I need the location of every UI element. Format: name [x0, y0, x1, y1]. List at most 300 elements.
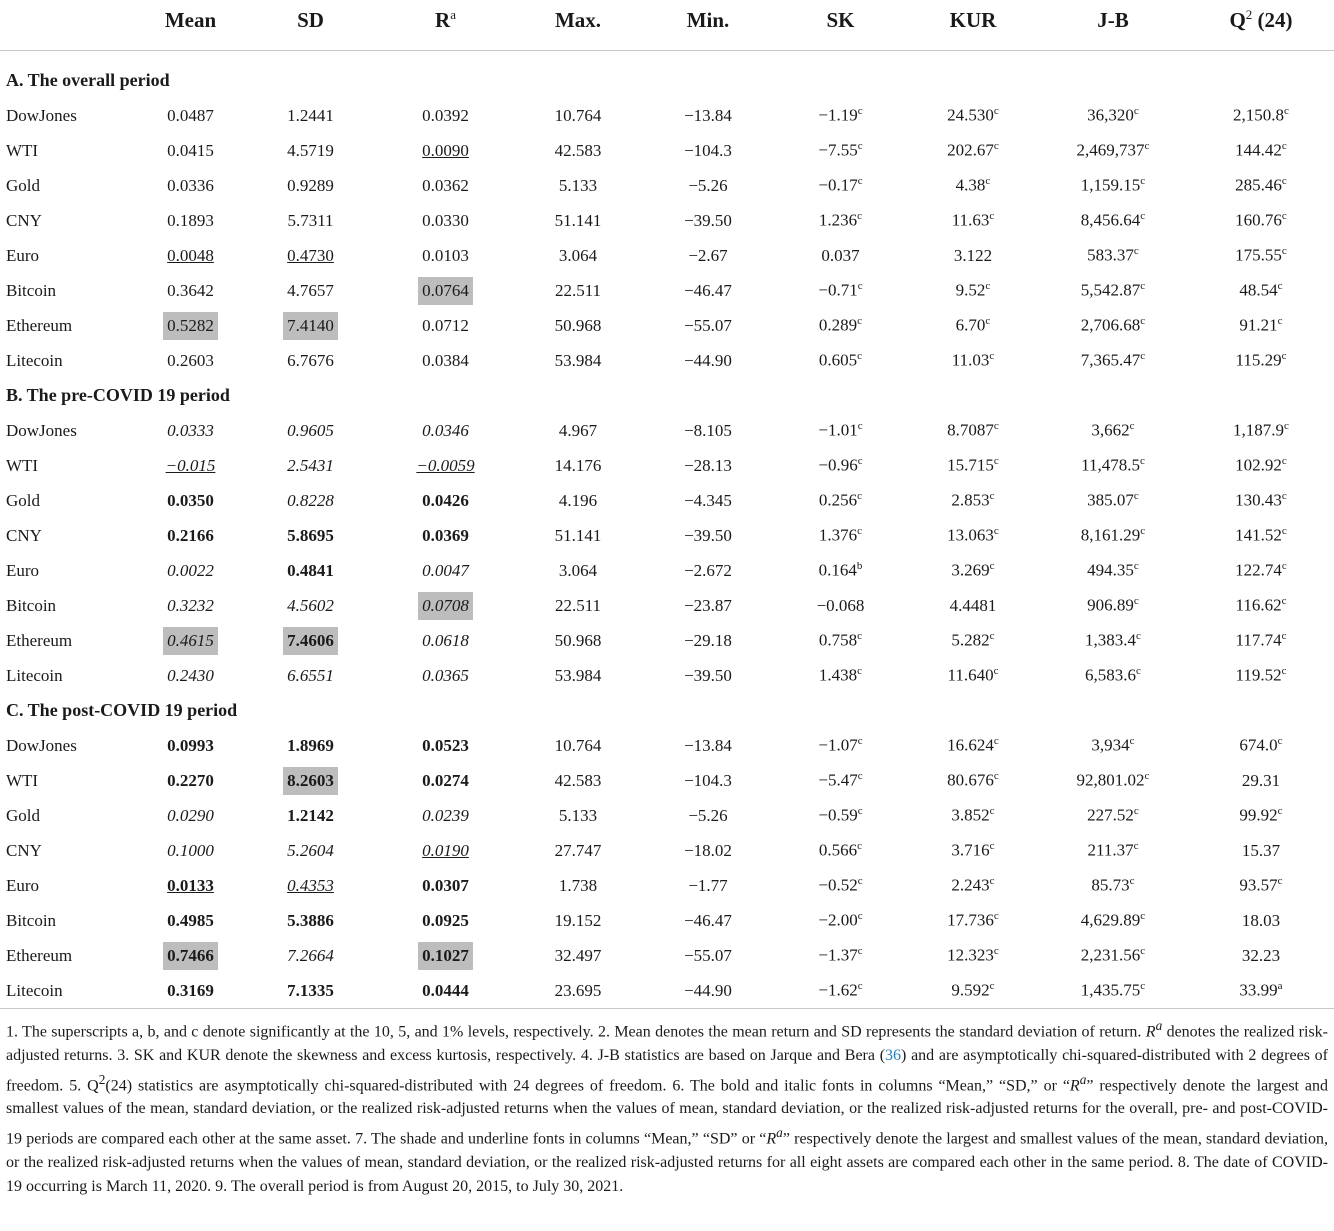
cell-value: 0.3642 [167, 280, 214, 300]
cell-kur [908, 518, 1038, 553]
cell-min [643, 413, 773, 448]
significance-superscript: c [1281, 665, 1287, 678]
cell-mean [138, 168, 243, 203]
cell-sk [773, 728, 908, 763]
cell-value: −0.71 [818, 280, 858, 300]
cell-value: DowJones [6, 735, 77, 755]
cell-value: 5.2604 [287, 840, 334, 860]
table-row [0, 448, 1334, 483]
asset-name-cell [0, 623, 138, 658]
cell-value: 674.0 [1239, 735, 1278, 755]
cell-value: 0.0290 [167, 805, 214, 825]
cell-value: 2.243 [951, 875, 990, 895]
cell-sk [773, 98, 908, 133]
cell-value: 1.2441 [287, 105, 334, 125]
cell-max [513, 203, 643, 238]
cell-value: 119.52 [1235, 665, 1282, 685]
cell-value: WTI [6, 455, 39, 475]
significance-superscript: c [1129, 735, 1135, 748]
significance-superscript: c [1129, 420, 1135, 433]
table-row [0, 903, 1334, 938]
cell-value: 285.46 [1235, 175, 1282, 195]
cell-q2 [1188, 728, 1334, 763]
significance-superscript: c [1140, 315, 1146, 328]
cell-value: 5.7311 [287, 210, 334, 230]
asset-name-cell [0, 868, 138, 903]
cell-min [643, 483, 773, 518]
cell-value: 6,583.6 [1085, 665, 1137, 685]
cell-value: 1,435.75 [1080, 980, 1141, 1000]
cell-value: 0.1027 [418, 942, 473, 970]
cell-kur [908, 833, 1038, 868]
cell-sk [773, 133, 908, 168]
asset-name-cell [0, 343, 138, 378]
cell-min [643, 308, 773, 343]
column-header-label: Min. [686, 7, 730, 32]
cell-value: 0.0708 [418, 592, 473, 620]
significance-superscript: c [993, 140, 999, 153]
cell-value: −44.90 [684, 980, 732, 1000]
cell-value: 0.164 [818, 560, 857, 580]
column-header-q2: $Q^2$ (24) [1188, 0, 1334, 51]
significance-superscript: c [993, 910, 999, 923]
table-row [0, 658, 1334, 693]
cell-ra [378, 413, 513, 448]
cell-sd [243, 798, 378, 833]
cell-value: −1.62 [818, 980, 858, 1000]
cell-value: 0.0336 [167, 175, 214, 195]
cell-sk [773, 938, 908, 973]
cell-value: 117.74 [1235, 630, 1282, 650]
cell-max [513, 133, 643, 168]
significance-superscript: c [1277, 735, 1283, 748]
cell-min [643, 973, 773, 1009]
cell-jb [1038, 273, 1188, 308]
cell-value: Bitcoin [6, 910, 57, 930]
significance-superscript: c [1133, 840, 1139, 853]
significance-superscript: c [857, 910, 863, 923]
cell-value: Euro [6, 875, 40, 895]
significance-superscript: c [1140, 350, 1146, 363]
cell-value: −1.19 [818, 105, 858, 125]
cell-value: 0.0307 [422, 875, 469, 895]
cell-q2 [1188, 448, 1334, 483]
significance-superscript: c [1140, 945, 1146, 958]
asset-name-cell [0, 133, 138, 168]
cell-kur [908, 413, 1038, 448]
cell-value: Litecoin [6, 980, 63, 1000]
cell-value: 7.4140 [283, 312, 338, 340]
cell-value: 0.0415 [167, 140, 214, 160]
cell-value: 22.511 [554, 280, 602, 300]
cell-jb [1038, 98, 1188, 133]
significance-superscript: c [1136, 665, 1141, 678]
cell-value: 3.852 [951, 805, 990, 825]
cell-value: 1.8969 [287, 735, 334, 755]
cell-value: 0.0523 [422, 735, 469, 755]
cell-value: 0.0487 [167, 105, 214, 125]
cell-kur [908, 798, 1038, 833]
cell-sk [773, 203, 908, 238]
significance-superscript: c [857, 140, 863, 153]
cell-ra [378, 518, 513, 553]
cell-value: 23.695 [554, 980, 602, 1000]
asset-name-cell [0, 588, 138, 623]
significance-superscript: c [1281, 560, 1287, 573]
significance-superscript: c [1144, 140, 1150, 153]
significance-superscript: c [857, 630, 863, 643]
significance-superscript: c [1140, 280, 1146, 293]
asset-name-cell [0, 518, 138, 553]
cell-ra [378, 623, 513, 658]
cell-value: 1.2142 [287, 805, 334, 825]
cell-value: −5.26 [688, 805, 728, 825]
cell-value: 583.37 [1087, 245, 1134, 265]
cell-value: 0.2603 [167, 350, 214, 370]
cell-value: 8,456.64 [1080, 210, 1141, 230]
cell-max [513, 938, 643, 973]
cell-value: 0.2270 [167, 770, 214, 790]
cell-max [513, 518, 643, 553]
cell-sd [243, 973, 378, 1009]
significance-superscript: c [1277, 280, 1283, 293]
table-row [0, 203, 1334, 238]
cell-value: −2.00 [818, 910, 858, 930]
cell-value: 0.0133 [167, 875, 214, 895]
cell-value: 11.63 [951, 210, 990, 230]
cell-value: 91.21 [1239, 315, 1278, 335]
cell-value: 0.2430 [167, 665, 214, 685]
cell-value: 0.0333 [167, 420, 214, 440]
cell-value: 0.0362 [422, 175, 469, 195]
table-row [0, 308, 1334, 343]
cell-sd [243, 903, 378, 938]
cell-jb [1038, 833, 1188, 868]
cell-value: 0.0239 [422, 805, 469, 825]
cell-value: 0.4841 [287, 560, 334, 580]
cell-value: 0.0444 [422, 980, 469, 1000]
cell-value: 53.984 [554, 350, 602, 370]
asset-name-cell [0, 168, 138, 203]
cell-value: −44.90 [684, 350, 732, 370]
cell-max [513, 623, 643, 658]
significance-superscript: c [985, 315, 991, 328]
cell-max [513, 798, 643, 833]
significance-superscript: c [1136, 630, 1141, 643]
cell-min [643, 553, 773, 588]
cell-value: 4,629.89 [1080, 910, 1141, 930]
column-header-superscript: 2 [1245, 7, 1253, 22]
cell-value: 0.4615 [163, 627, 218, 655]
significance-superscript: c [1284, 105, 1289, 118]
significance-superscript: c [857, 315, 863, 328]
footnote-text: (24) statistics are asymptotically chi-squared-distributed with 24 degrees of freedom. 6. The bold and italic fonts in columns “Mean,” “SD,” or “ [105, 1076, 1070, 1094]
cell-sd [243, 238, 378, 273]
cell-value: 22.511 [554, 595, 602, 615]
cell-value: 0.566 [818, 840, 858, 860]
cell-value: −46.47 [684, 280, 732, 300]
cell-value: 19.152 [554, 910, 602, 930]
table-row [0, 973, 1334, 1009]
cell-kur [908, 238, 1038, 273]
cell-min [643, 763, 773, 798]
cell-value: 29.31 [1241, 770, 1281, 790]
cell-value: 8,161.29 [1080, 525, 1141, 545]
cell-mean [138, 413, 243, 448]
cell-value: Ethereum [6, 630, 73, 650]
cell-min [643, 588, 773, 623]
cell-sk [773, 238, 908, 273]
cell-value: −1.01 [818, 420, 858, 440]
cell-value: 93.57 [1239, 875, 1278, 895]
cell-value: 2,231.56 [1080, 945, 1141, 965]
cell-value: 50.968 [554, 630, 602, 650]
cell-value: 42.583 [554, 770, 602, 790]
cell-value: Gold [6, 805, 40, 825]
cell-min [643, 658, 773, 693]
table-row [0, 868, 1334, 903]
footnote-text: ) and are asymptotically chi-squared-distributed with 2 degrees of freedom. 5. Q [6, 1046, 1328, 1094]
cell-sk [773, 273, 908, 308]
cell-value: 4.967 [558, 420, 598, 440]
cell-value: 32.23 [1241, 945, 1281, 965]
asset-name-cell [0, 763, 138, 798]
section-heading-row [0, 63, 1334, 98]
cell-value: 99.92 [1239, 805, 1278, 825]
significance-superscript: c [1144, 770, 1150, 783]
significance-superscript: c [857, 420, 863, 433]
column-header-sk [773, 0, 908, 51]
cell-kur [908, 483, 1038, 518]
cell-value: −8.105 [684, 420, 732, 440]
cell-max [513, 413, 643, 448]
cell-sk [773, 623, 908, 658]
cell-value: CNY [6, 525, 42, 545]
cell-mean [138, 868, 243, 903]
cell-value: 6.70 [955, 315, 986, 335]
cell-max [513, 273, 643, 308]
cell-value: 2.5431 [287, 455, 334, 475]
cell-sd [243, 308, 378, 343]
cell-kur [908, 658, 1038, 693]
cell-value: −4.345 [684, 490, 732, 510]
cell-sd [243, 763, 378, 798]
asset-name-cell [0, 938, 138, 973]
cell-value: 4.7657 [287, 280, 334, 300]
cell-value: 0.1000 [167, 840, 214, 860]
cell-value: 11,478.5 [1081, 455, 1140, 475]
cell-value: 0.4730 [287, 245, 334, 265]
column-header-ra [378, 0, 513, 51]
footnote-ra-symbol: R [1069, 1076, 1080, 1094]
cell-value: 4.196 [558, 490, 598, 510]
cell-value: 4.5602 [287, 595, 334, 615]
table-row [0, 588, 1334, 623]
cell-jb [1038, 133, 1188, 168]
cell-sd [243, 133, 378, 168]
cell-value: 0.0384 [422, 350, 469, 370]
cell-sd [243, 868, 378, 903]
cell-value: 32.497 [554, 945, 602, 965]
cell-value: 3,934 [1091, 735, 1130, 755]
cell-min [643, 448, 773, 483]
cell-ra [378, 798, 513, 833]
cell-jb [1038, 448, 1188, 483]
cell-mean [138, 658, 243, 693]
spacer-row [0, 51, 1334, 64]
significance-superscript: c [1281, 210, 1287, 223]
cell-mean [138, 483, 243, 518]
cell-sk [773, 553, 908, 588]
cell-value: 0.0365 [422, 665, 469, 685]
cell-jb [1038, 518, 1188, 553]
table-row [0, 273, 1334, 308]
cell-min [643, 133, 773, 168]
table-row [0, 413, 1334, 448]
significance-superscript: c [993, 105, 999, 118]
cell-min [643, 903, 773, 938]
significance-superscript: c [1281, 630, 1287, 643]
cell-kur [908, 343, 1038, 378]
cell-sk [773, 868, 908, 903]
cell-value: −0.0059 [416, 455, 475, 475]
significance-superscript: c [857, 105, 863, 118]
cell-ra [378, 448, 513, 483]
cell-value: 0.758 [818, 630, 858, 650]
cell-sd [243, 413, 378, 448]
cell-value: 0.9605 [287, 420, 334, 440]
cell-ra [378, 728, 513, 763]
cell-value: 7.4606 [283, 627, 338, 655]
asset-name-cell [0, 798, 138, 833]
footnote-text: ” respectively denote the largest and smallest values of the mean, standard deviation, or the realized risk-adjusted returns when the values of mean, standard deviation, or the realized risk-adjusted returns for all eight assets are compared each other in the same period. 8. The date of COVID-19 occurring is March 11, 2020. 9. The overall period is from August 20, 2015, to July 30, 2021. [6, 1130, 1328, 1195]
cell-jb [1038, 168, 1188, 203]
table-row [0, 763, 1334, 798]
significance-superscript: c [1133, 595, 1139, 608]
significance-superscript: c [1281, 140, 1287, 153]
significance-superscript: c [857, 805, 863, 818]
cell-value: 24.530 [947, 105, 994, 125]
asset-name-cell [0, 903, 138, 938]
cell-q2 [1188, 868, 1334, 903]
cell-value: 10.764 [554, 735, 602, 755]
cell-ra [378, 553, 513, 588]
cell-jb [1038, 728, 1188, 763]
cell-value: 11.640 [947, 665, 994, 685]
cell-value: −5.26 [688, 175, 728, 195]
cell-max [513, 763, 643, 798]
significance-superscript: c [1140, 210, 1146, 223]
cell-jb [1038, 798, 1188, 833]
cell-value: 33.99 [1239, 980, 1278, 1000]
cell-sd [243, 518, 378, 553]
cell-ra [378, 868, 513, 903]
significance-superscript: c [989, 875, 995, 888]
cell-sd [243, 623, 378, 658]
cell-value: 0.037 [821, 245, 860, 265]
cell-max [513, 483, 643, 518]
cell-value: 1,159.15 [1080, 175, 1141, 195]
cell-value: 175.55 [1235, 245, 1282, 265]
cell-kur [908, 763, 1038, 798]
cell-value: DowJones [6, 105, 77, 125]
cell-mean [138, 203, 243, 238]
cell-value: −104.3 [684, 140, 732, 160]
cell-value: −28.13 [684, 455, 732, 475]
cell-value: DowJones [6, 420, 77, 440]
cell-ra [378, 273, 513, 308]
cell-sd [243, 168, 378, 203]
cell-q2 [1188, 413, 1334, 448]
cell-jb [1038, 658, 1188, 693]
cell-value: 0.3169 [167, 980, 214, 1000]
footnote-ra-superscript: a [1079, 1071, 1087, 1087]
significance-superscript: c [1140, 525, 1146, 538]
significance-superscript: c [993, 420, 999, 433]
significance-superscript: c [857, 735, 863, 748]
reference-link[interactable]: 36 [885, 1046, 902, 1064]
cell-value: 144.42 [1235, 140, 1282, 160]
cell-q2 [1188, 238, 1334, 273]
cell-value: 18.03 [1241, 910, 1281, 930]
cell-value: 115.29 [1235, 350, 1282, 370]
cell-mean [138, 728, 243, 763]
cell-sd [243, 728, 378, 763]
cell-value: 0.2166 [167, 525, 214, 545]
cell-value: 5.133 [558, 805, 598, 825]
cell-sk [773, 168, 908, 203]
cell-value: 12.323 [947, 945, 994, 965]
cell-value: −46.47 [684, 910, 732, 930]
cell-value: 36,320 [1087, 105, 1134, 125]
column-header-max [513, 0, 643, 51]
cell-jb [1038, 763, 1188, 798]
cell-sk [773, 448, 908, 483]
cell-ra [378, 343, 513, 378]
table-row [0, 938, 1334, 973]
cell-min [643, 623, 773, 658]
column-header-mean [138, 0, 243, 51]
cell-mean [138, 938, 243, 973]
cell-value: 80.676 [947, 770, 994, 790]
cell-value: −29.18 [684, 630, 732, 650]
significance-superscript: c [857, 210, 863, 223]
cell-q2 [1188, 938, 1334, 973]
asset-name-cell [0, 553, 138, 588]
cell-kur [908, 728, 1038, 763]
cell-value: Ethereum [6, 315, 73, 335]
cell-value: Ethereum [6, 945, 73, 965]
significance-superscript: c [857, 665, 863, 678]
cell-jb [1038, 623, 1188, 658]
cell-kur [908, 133, 1038, 168]
significance-superscript: c [857, 770, 863, 783]
significance-superscript: c [1133, 105, 1139, 118]
cell-value: 0.0618 [422, 630, 469, 650]
column-header-superscript: a [450, 7, 456, 22]
cell-value: 385.07 [1087, 490, 1134, 510]
cell-value: 85.73 [1091, 875, 1130, 895]
cell-ra [378, 938, 513, 973]
cell-ra [378, 588, 513, 623]
significance-superscript: c [989, 980, 995, 993]
cell-value: −104.3 [684, 770, 732, 790]
cell-value: 0.0392 [422, 105, 469, 125]
significance-superscript: c [1281, 490, 1287, 503]
cell-value: Bitcoin [6, 595, 57, 615]
significance-superscript: c [989, 840, 995, 853]
cell-sk [773, 763, 908, 798]
